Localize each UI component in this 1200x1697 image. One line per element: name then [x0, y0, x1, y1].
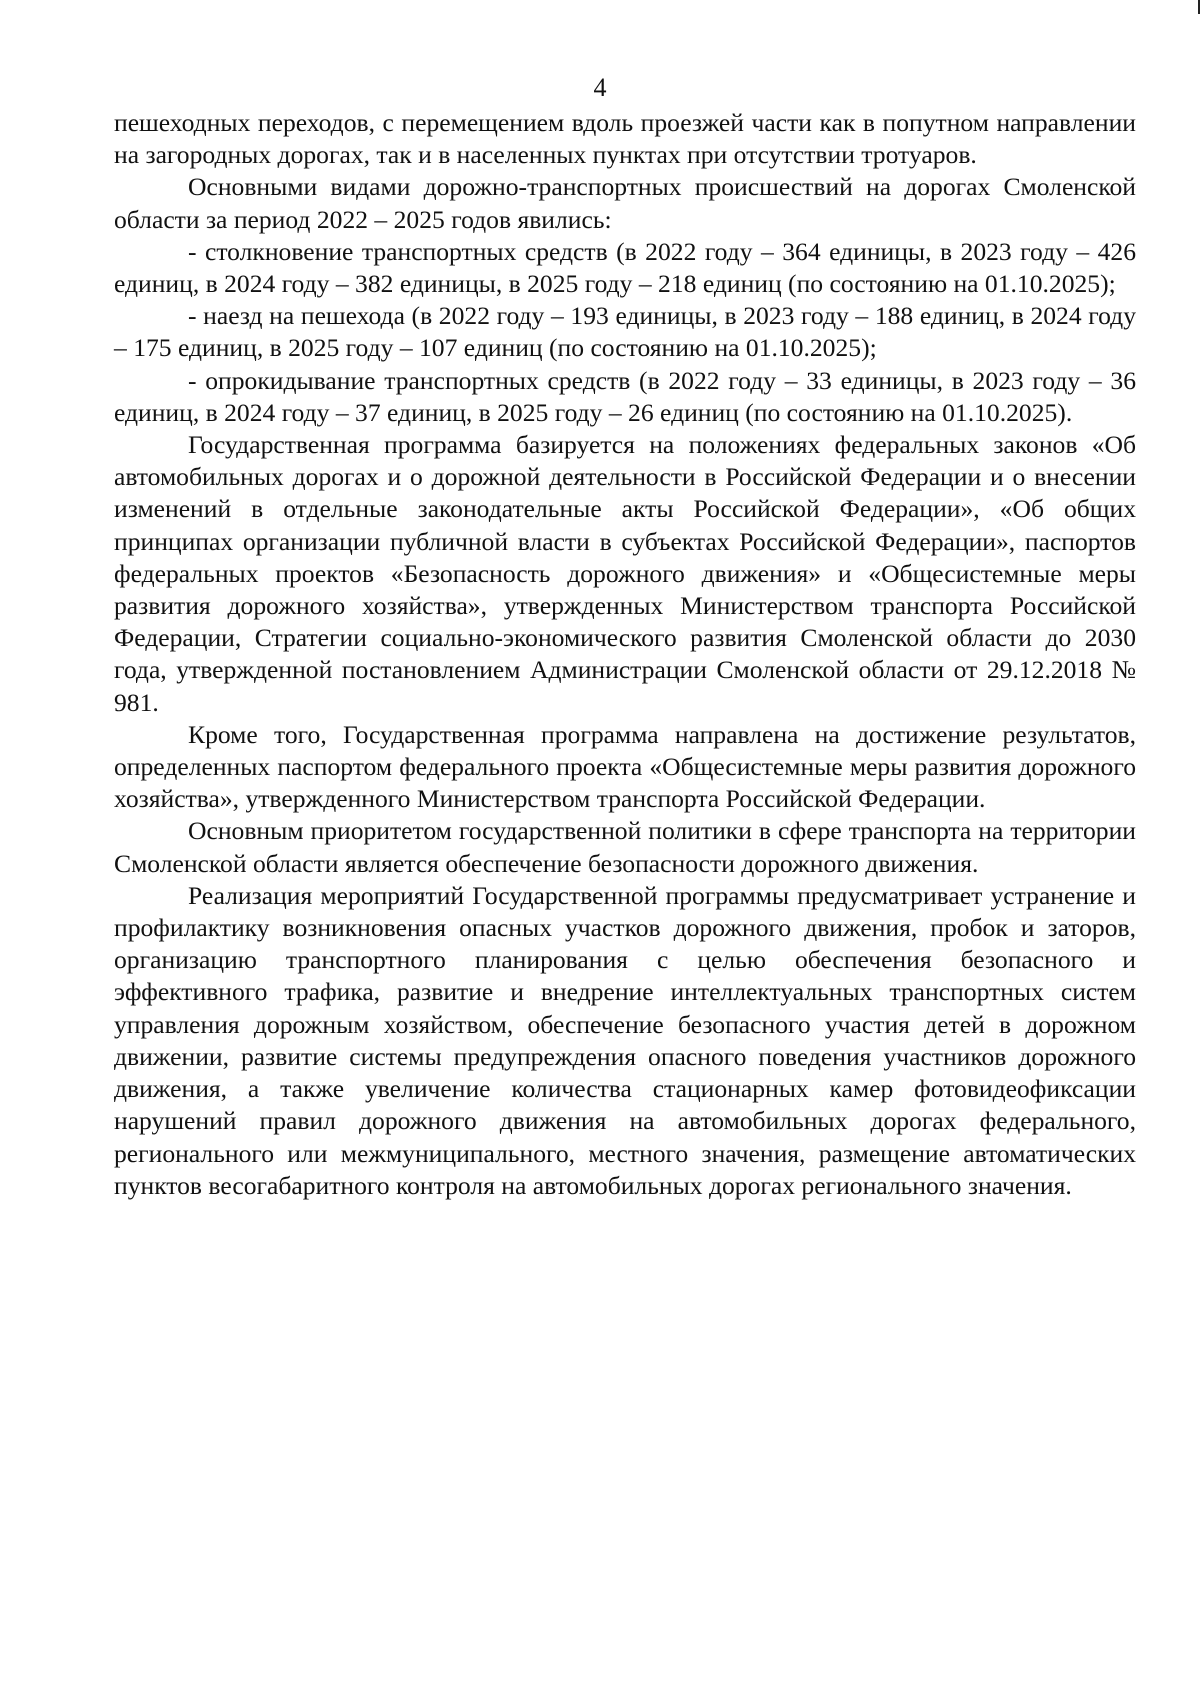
paragraph: Основными видами дорожно-транспортных происшествий на дорогах Смоленской области за период 2022 – 2025 годов явились: — [114, 172, 1136, 234]
paragraph: пешеходных переходов, с перемещением вдоль проезжей части как в попутном направлении на загородных дорогах, так и в населенных пунктах при отсутствии тротуаров. — [114, 108, 1136, 170]
paragraph: Кроме того, Государственная программа направлена на достижение результатов, определенных паспортом федерального проекта «Общесистемные меры развития дорожного хозяйства», утвержденного Министерством транспорта Российской Федерации. — [114, 719, 1136, 814]
paragraph: Основным приоритетом государственной политики в сфере транспорта на территории Смоленской области является обеспечение безопасности дорожного движения. — [114, 816, 1136, 878]
list-item: - столкновение транспортных средств (в 2022 году – 364 единицы, в 2023 году – 426 единиц, в 2024 году – 382 единицы, в 2025 году – 218 единиц (по состоянию на 01.10.2025); — [114, 236, 1136, 299]
paragraph: Государственная программа базируется на положениях федеральных законов «Об автомобильных дорогах и о дорожной деятельности в Российской Федерации и о внесении изменений в отдельные законодательные акты Российской Федерации», «Об общих принципах организации публичной власти в субъектах Российской Федерации», паспортов федеральных проектов «Безопасность дорожного движения» и «Общесистемные меры развития дорожного хозяйства», утвержденных Министерством транспорта Российской Федерации, Стратегии социально-экономического развития Смоленской области до 2030 года, утвержденной постановлением Администрации Смоленской области от 29.12.2018 № 981. — [114, 430, 1136, 717]
body-text — [114, 107, 1136, 1202]
page-number: 4 — [593, 73, 607, 102]
list-item: - опрокидывание транспортных средств (в 2022 году – 33 единицы, в 2023 году – 36 единиц, в 2024 году – 37 единиц, в 2025 году – 26 единиц (по состоянию на 01.10.2025). — [114, 365, 1136, 427]
scan-edge-mark — [1192, 0, 1200, 14]
list-item: - наезд на пешехода (в 2022 году – 193 единицы, в 2023 году – 188 единиц, в 2024 году – 175 единиц, в 2025 году – 107 единиц (по состоянию на 01.10.2025); — [114, 301, 1136, 363]
paragraph: Реализация мероприятий Государственной программы предусматривает устранение и профилактику возникновения опасных участков дорожного движения, пробок и заторов, организацию транспортного планирования с целью обеспечения безопасного и эффективного трафика, развитие и внедрение интеллектуальных транспортных систем управления дорожным хозяйством, обеспечение безопасного участия детей в дорожном движении, развитие системы предупреждения опасного поведения участников дорожного движения, а также увеличение количества стационарных камер фотовидеофиксации нарушений правил дорожного движения на автомобильных дорогах федерального, регионального или межмуниципального, местного значения, размещение автоматических пунктов весогабаритного контроля на автомобильных дорогах регионального значения. — [114, 880, 1136, 1200]
